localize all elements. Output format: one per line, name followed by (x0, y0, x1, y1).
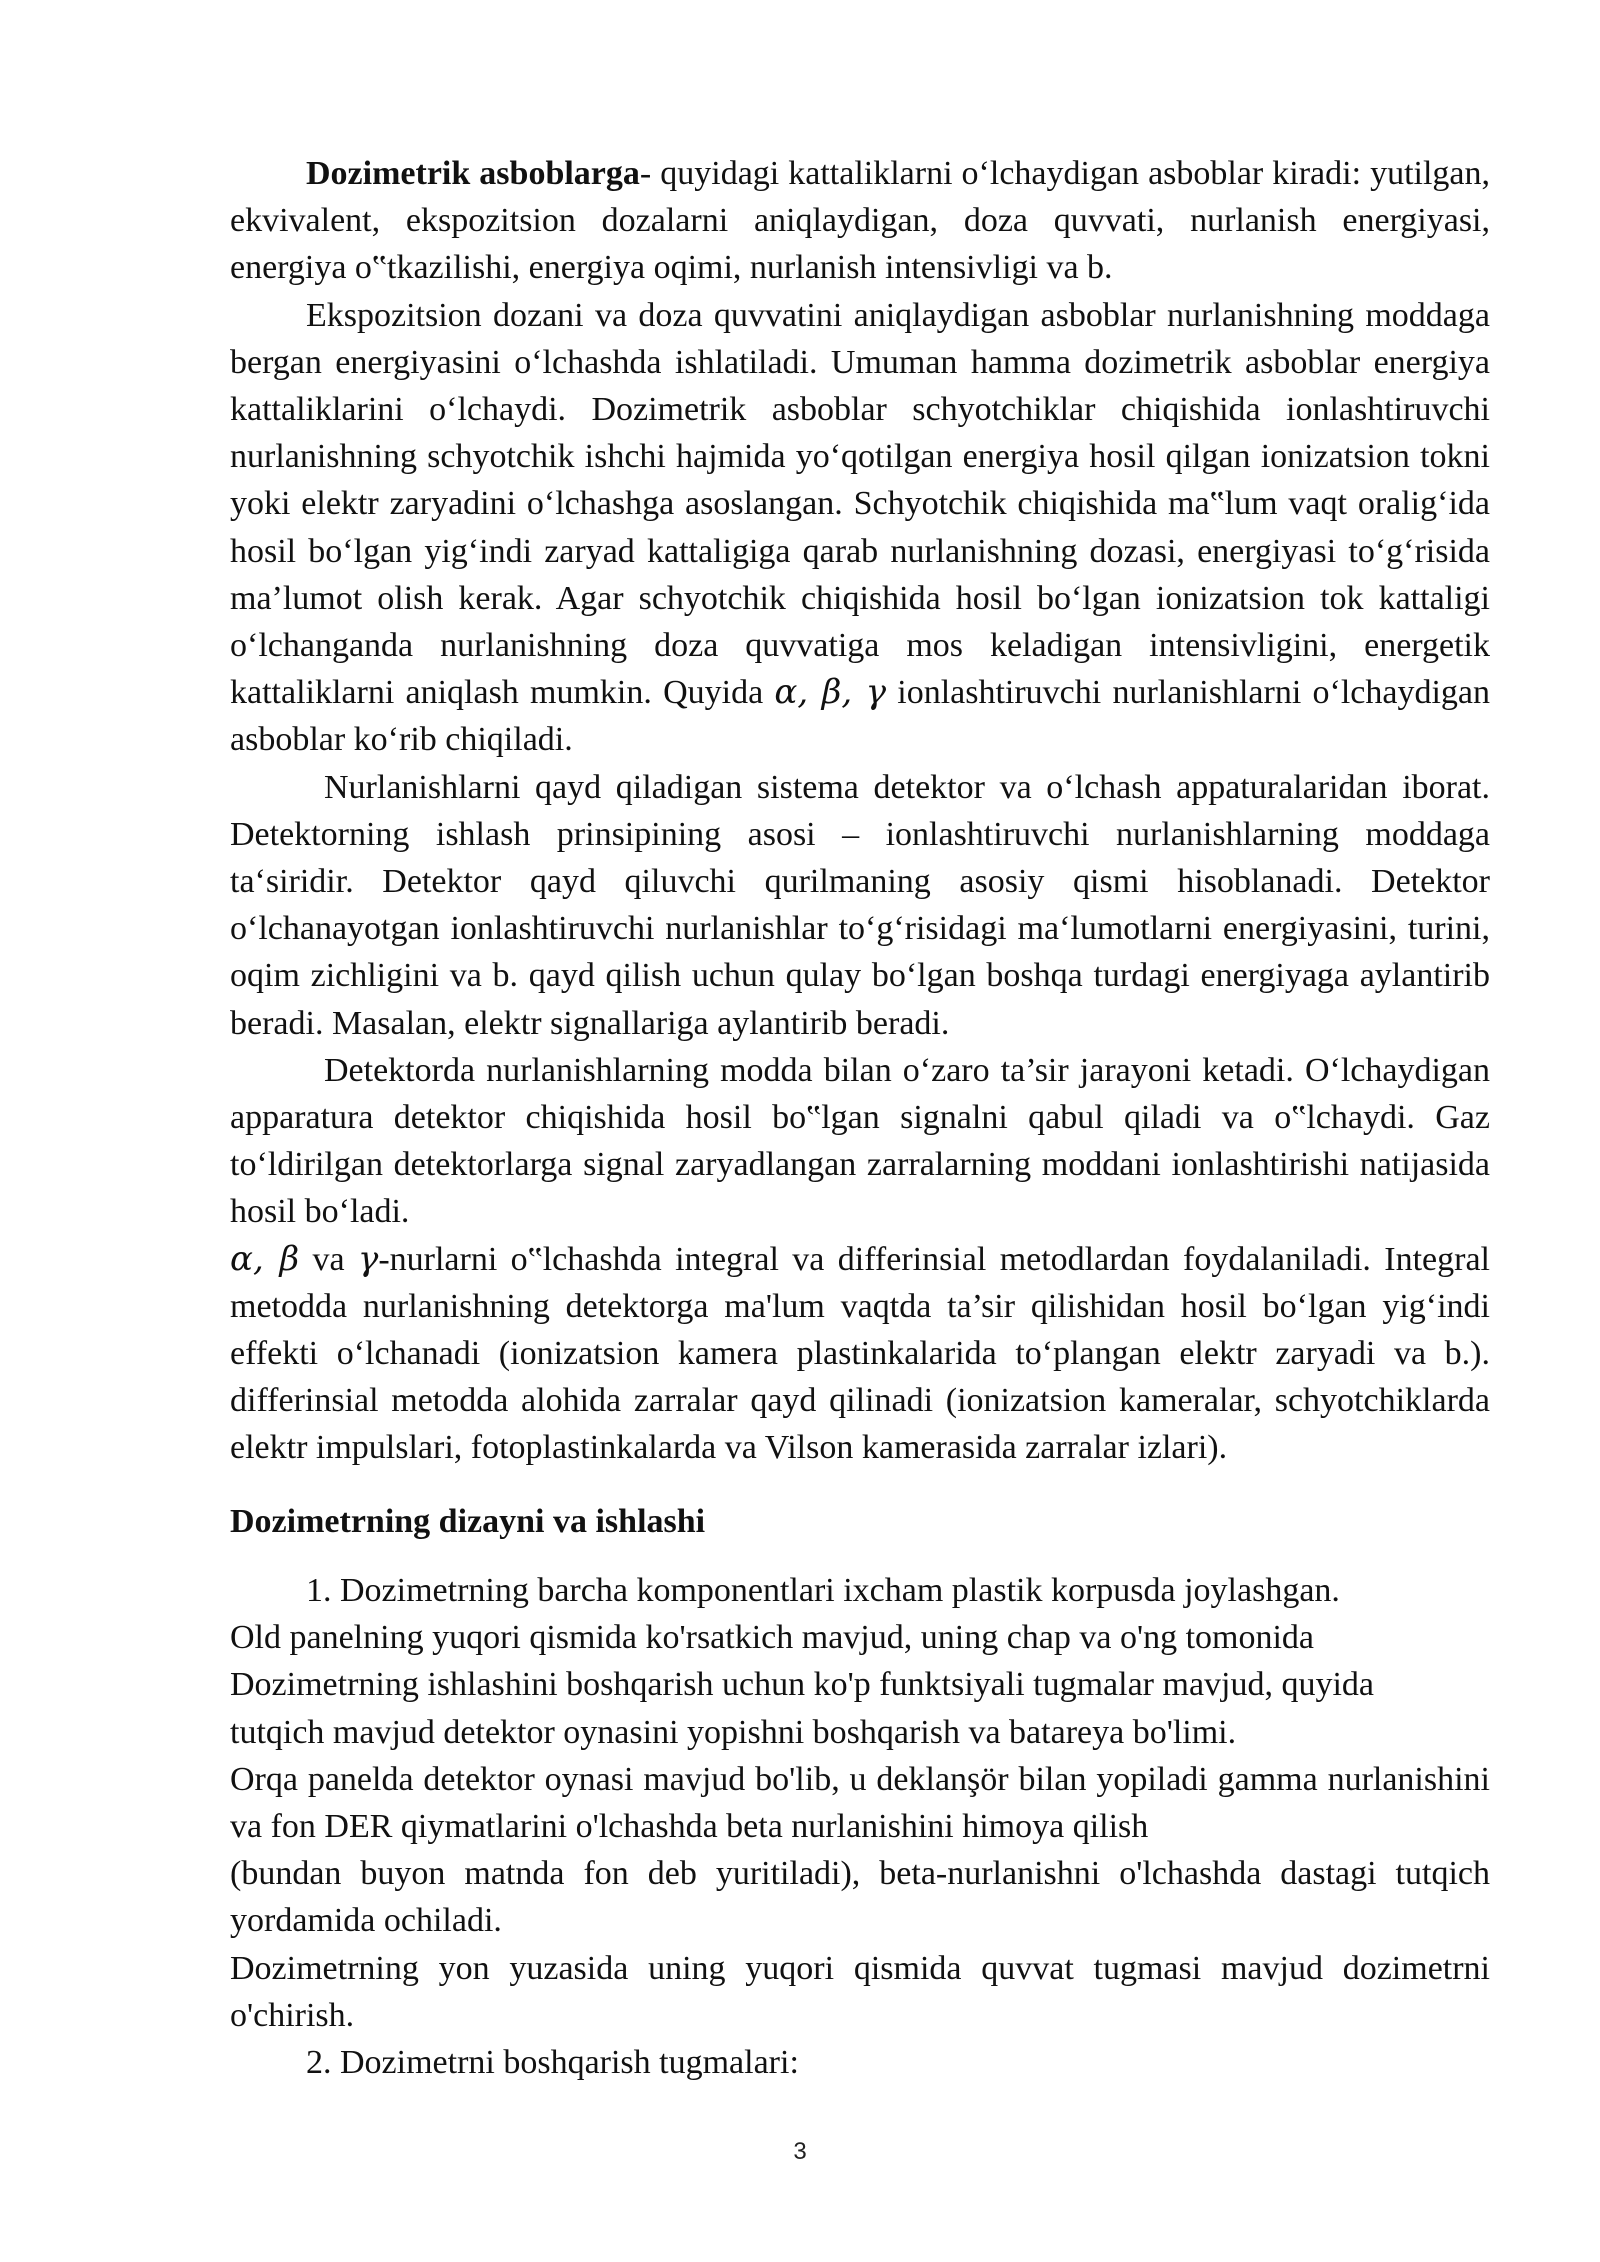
paragraph-line: (bundan buyon matnda fon deb yuritiladi), beta-nurlanishni o'lchashda dastagi tutqich yordamida ochiladi. (230, 1855, 1490, 1940)
section-heading: Dozimetrning dizayni va ishlashi (230, 1502, 706, 1540)
definition-text: - quyidagi kattaliklarni o‘lchaydigan asboblar kiradi: yutilgan, ekvivalent, ekspozitsion dozalarni aniqlaydigan, doza quvvati, nurlanish energiyasi, energiya o‟tkazilishi, energiya oqimi, nurlanish intensivligi va b. (230, 155, 1490, 287)
paragraph-exposure-dose (230, 292, 1490, 764)
paragraph-line: Dozimetrning ishlashini boshqarish uchun ko'p funktsiyali tugmalar mavjud, quyida (230, 1666, 1375, 1704)
paragraph-item-2: 2. Dozimetrni boshqarish tugmalari: (306, 2043, 799, 2081)
paragraph-text-tail: ionlashtiruvchi nurlanishlarni o‘lchaydigan asboblar ko‘rib chiqiladi. (230, 674, 1490, 759)
paragraph-item-1: 1. Dozimetrning barcha komponentlari ixcham plastik korpusda joylashgan. (306, 1571, 1340, 1609)
paragraph-detector-interaction: Detektorda nurlanishlarning modda bilan o‘zaro ta’sir jarayoni ketadi. O‘lchaydigan apparatura detektor chiqishida hosil bo‟lgan signalni qabul qiladi va o‟lchaydi. Gaz to‘ldirilgan detektorlarga signal zaryadlangan zarralarning moddani ionlashtirishi natijasida hosil bo‘ladi. (230, 1051, 1490, 1231)
greek-alpha-beta: α, β (230, 1238, 300, 1279)
paragraph-detector-system: Nurlanishlarni qayd qiladigan sistema detektor va o‘lchash appaturalaridan iborat. Detektorning ishlash prinsipining asosi – ionlashtiruvchi nurlanishlarning moddaga ta‘siridir. Detektor qayd qiluvchi qurilmaning asosiy qismi hisoblanadi. Detektor o‘lchanayotgan ionlashtiruvchi nurlanishlar to‘g‘risidagi ma‘lumotlarni energiyasini, turini, oqim zichligini va b. qayd qilish uchun qulay bo‘lgan boshqa turdagi energiyaga aylantirib beradi. Masalan, elektr signallariga aylantirib beradi. (230, 768, 1490, 1042)
paragraph-side-panel: Dozimetrning yon yuzasida uning yuqori qismida quvvat tugmasi mavjud dozimetrni o'chirish. (230, 1949, 1490, 2034)
greek-gamma: γ (357, 1238, 379, 1279)
page-number: 3 (793, 2138, 807, 2165)
page-body (230, 150, 1490, 2086)
paragraph-definition (230, 150, 1490, 292)
greek-symbols: α, β, γ (774, 672, 887, 713)
paragraph-text: Ekspozitsion dozani va doza quvvatini aniqlaydigan asboblar nurlanishning moddaga bergan energiyasini o‘lchashda ishlatiladi. Umuman hamma dozimetrik asboblar energiya kattaliklarini o‘lchaydi. Dozimetrik asboblar schyotchiklar chiqishida ionlashtiruvchi nurlanishning schyotchik ishchi hajmida yo‘qotilgan energiya hosil qilgan ionizatsion tokni yoki elektr zaryadini o‘lchashga asoslangan. Schyotchik chiqishida ma‟lum vaqt oralig‘ida hosil bo‘lgan yig‘indi zaryad kattaligiga qarab nurlanishning dozasi, energiyasi to‘g‘risida ma’lumot olish kerak. Agar schyotchik chiqishida hosil bo‘lgan ionizatsion tok kattaligi o‘lchanganda nurlanishning doza quvvatiga mos keladigan intensivligini, energetik kattaliklarni aniqlash mumkin. Quyida (230, 296, 1490, 712)
term-bold: Dozimetrik asboblarga (306, 155, 640, 192)
conjunction-text: va (299, 1240, 358, 1278)
paragraph-line: tutqich mavjud detektor oynasini yopishni boshqarish va batareya bo'limi. (230, 1713, 1237, 1751)
paragraph-line: Old panelning yuqori qismida ko'rsatkich mavjud, uning chap va o'ng tomonida (230, 1619, 1315, 1657)
paragraph-text: -nurlarni o‟lchashda integral va differinsial metodlardan foydalaniladi. Integral metodda nurlanishning detektorga ma'lum vaqtda ta’sir qilishidan hosil bo‘lgan yig‘indi effekti o‘lchanadi (ionizatsion kamera plastinkalarida to‘plangan elektr zaryadi va b.). differinsial metodda alohida zarralar qayd qilinadi (ionizatsion kameralar, schyotchiklarda elektr impulslari, fotoplastinkalarda va Vilson kamerasida zarralar izlari). (230, 1240, 1490, 1467)
paragraph-methods (230, 1236, 1490, 1472)
paragraph-rear-panel: Orqa panelda detektor oynasi mavjud bo'lib, u deklanşör bilan yopiladi gamma nurlanishini va fon DER qiymatlarini o'lchashda beta nurlanishini himoya qilish (230, 1760, 1490, 1845)
